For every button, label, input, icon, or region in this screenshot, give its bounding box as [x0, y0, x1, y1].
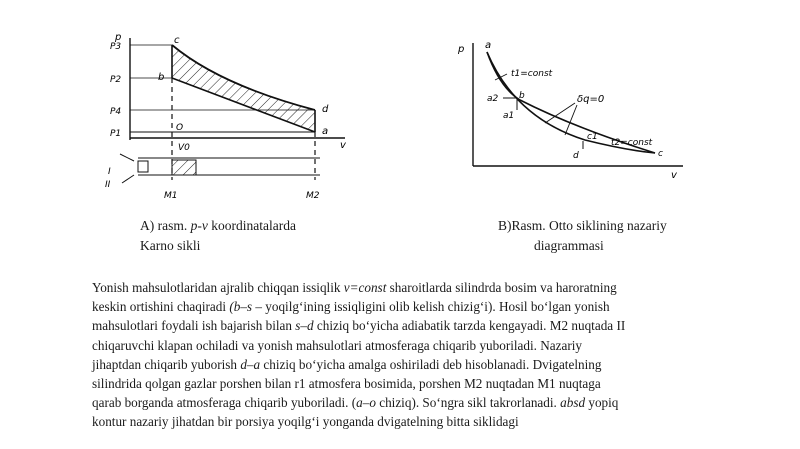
paragraph-segment: jihaptdan chiqarib yuborish	[92, 356, 241, 372]
paragraph-line	[92, 278, 712, 297]
point-a1-label: a1	[503, 111, 515, 121]
arrow-dq-1	[545, 103, 575, 123]
paragraph-line	[92, 412, 712, 431]
label-valve-ii: II	[105, 180, 111, 190]
cylinder-head	[138, 161, 148, 172]
point-d-label: d	[573, 151, 579, 161]
paragraph-segment: Yonish mahsulotlaridan ajralib chiqqan issiqlik	[92, 280, 344, 295]
point-a-label: a	[322, 126, 329, 137]
paragraph-segment: chiziq). So‘ngra sikl takrorlanadi.	[375, 395, 561, 411]
point-d-label: d	[322, 104, 329, 115]
label-valve-i: I	[108, 167, 111, 177]
point-o-label: O	[176, 123, 184, 133]
caption-b-line2: diagrammasi	[534, 238, 604, 253]
caption-a-line2: Karno sikli	[140, 238, 201, 253]
paragraph-line	[92, 355, 712, 374]
caption-a-em: p-v	[190, 218, 208, 233]
valve-arrow-in	[120, 154, 134, 161]
paragraph-line	[92, 336, 712, 355]
paragraph-segment: yopiq	[585, 395, 619, 411]
label-t2-const: t2=const	[611, 138, 653, 148]
point-a-label: a	[485, 40, 492, 51]
hatched-work-area	[172, 45, 315, 132]
caption-b-line1: B)Rasm. Otto siklining nazariy	[498, 218, 667, 233]
paragraph-segment: sharoitlarda silindrda bosim va haroratning	[386, 280, 617, 295]
point-b-label: b	[158, 72, 165, 83]
paragraph-segment: qarab borganda atmosferaga chiqarib yuboriladi. (	[92, 395, 357, 411]
paragraph-segment: kontur nazariy jihatdan bir porsiya yoqilg‘i yonganda dvigatelning bitta siklidagi	[92, 414, 519, 430]
arrow-dq-2	[565, 105, 577, 135]
axis-v-label: v	[340, 140, 346, 151]
caption-a-post: koordinatalarda	[207, 218, 296, 233]
paragraph-segment: keskin ortishini chaqiradi	[92, 299, 230, 315]
paragraph-segment: mahsulotlari foydali ish bajarish bilan	[92, 318, 296, 334]
label-m1: M1	[164, 191, 178, 201]
label-dq-zero: δq=0	[577, 94, 605, 105]
label-t1-const: t1=const	[511, 69, 553, 79]
paragraph-segment: d–a	[240, 356, 261, 372]
axis-p-label: p	[458, 44, 465, 55]
paragraph-segment: absd	[560, 395, 586, 411]
label-p3: P3	[110, 42, 122, 52]
valve-arrow-out	[122, 175, 134, 183]
axis-p-label: p	[115, 32, 122, 43]
label-m2: M2	[306, 191, 320, 201]
paragraph-segment: s–d	[295, 318, 314, 334]
paragraph-segment: – yoqilg‘ining issiqligini olib kelish chizig‘i). Hosil bo‘lgan yonish	[252, 299, 610, 315]
figure-a-pv-diagram	[100, 30, 360, 205]
label-p2: P2	[110, 75, 122, 85]
paragraph-segment: chiziq bo‘yicha amalga oshiriladi deb hisoblanadi. Dvigatelning	[260, 356, 602, 372]
paragraph-segment: chiziq bo‘yicha adiabatik tarzda kengayadi. M2 nuqtada II	[313, 318, 626, 334]
paragraph-line	[92, 297, 712, 316]
label-v0: V0	[178, 143, 190, 153]
point-c-label: c	[658, 149, 663, 159]
caption-figure-a	[140, 216, 296, 256]
point-a2-label: a2	[487, 94, 499, 104]
label-p1: P1	[110, 129, 122, 139]
point-b-label: b	[519, 91, 525, 101]
point-c-label: c	[174, 35, 180, 46]
paragraph-line	[92, 316, 712, 335]
paragraph-segment: chiqaruvchi klapan ochiladi va yonish mahsulotlari atmosferaga chiqarib yuboriladi. Nazariy	[92, 337, 582, 353]
label-p4: P4	[110, 107, 122, 117]
paragraph-segment: silindrida qolgan gazlar porshen bilan r1 atmosfera bosimida, porshen M2 nuqtadan M1 nuqtaga	[92, 376, 601, 392]
piston-icon	[172, 160, 196, 175]
body-paragraph	[92, 278, 712, 432]
axis-v-label: v	[671, 170, 677, 181]
caption-a-pre: A) rasm.	[140, 218, 191, 233]
paragraph-segment: a–o	[356, 395, 376, 411]
paragraph-line	[92, 374, 712, 393]
paragraph-segment: (b–s	[229, 299, 253, 315]
paragraph-segment: v=const	[343, 280, 387, 295]
figure-b-otto-diagram	[455, 38, 690, 183]
paragraph-line	[92, 393, 712, 412]
caption-figure-b	[498, 216, 667, 256]
point-c1-label: c1	[587, 132, 598, 142]
